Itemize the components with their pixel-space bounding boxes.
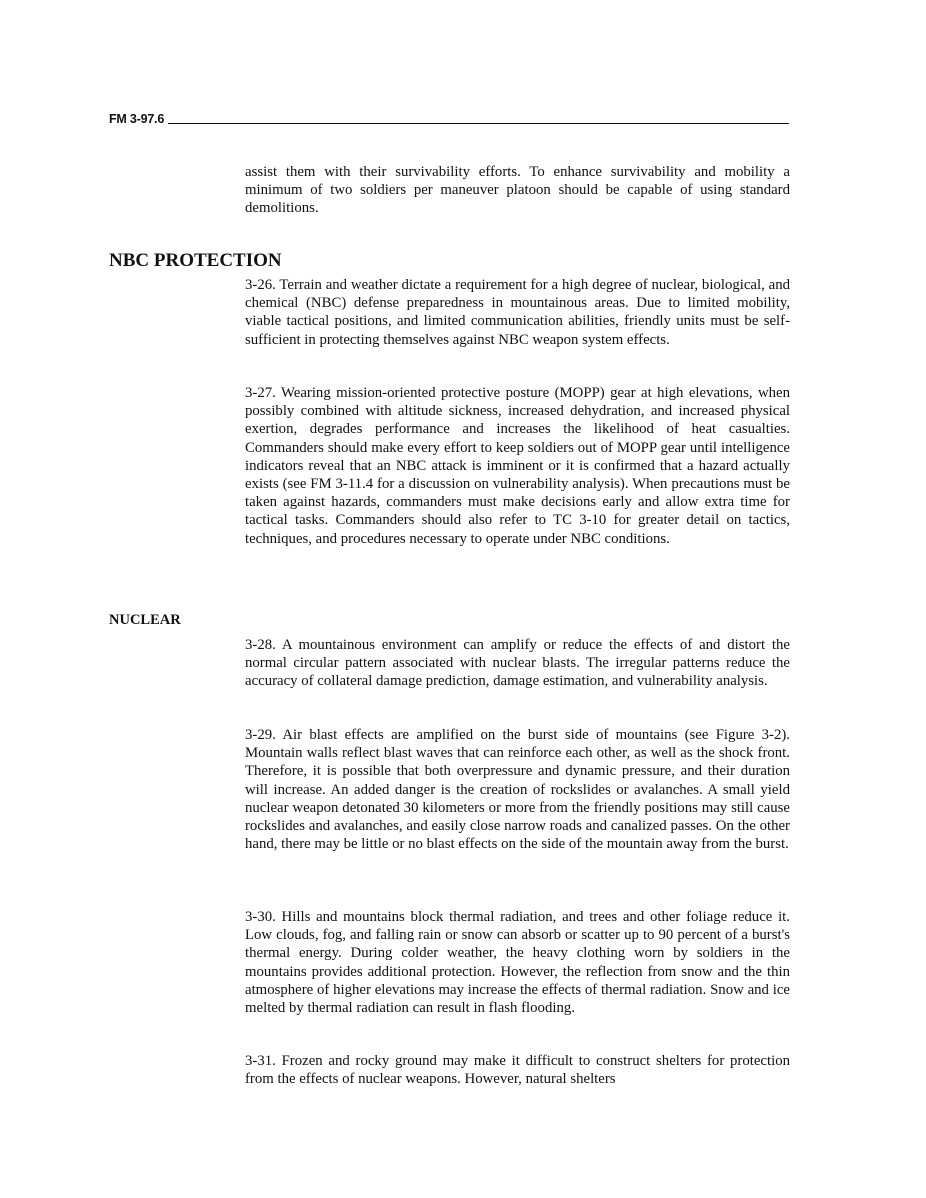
- paragraph-3-27: 3-27. Wearing mission-oriented protective posture (MOPP) gear at high elevations, when possibly combined with altitude sickness, increased dehydration, and increased physical exertion, degrades performance and increases the likelihood of heat casualties. Commanders should make every effort to keep soldiers out of MOPP gear until intelligence indicators reveal that an NBC attack is imminent or it is confirmed that a hazard actually exists (see FM 3-11.4 for a discussion on vulnerability analysis). When precautions must be taken against hazards, commanders must make decisions early and allow extra time for tactical tasks. Commanders should also refer to TC 3-10 for greater detail on tactics, techniques, and procedures necessary to operate under NBC conditions.: [245, 385, 790, 547]
- paragraph-3-29: 3-29. Air blast effects are amplified on the burst side of mountains (see Figure 3-2). Mountain walls reflect blast waves that can reinforce each other, as well as the shock front. Therefore, it is possible that both overpressure and dynamic pressure, and their duration will increase. An added danger is the creation of rockslides or avalanches. A small yield nuclear weapon detonated 30 kilometers or more from the friendly positions may still cause rockslides and avalanches, and easily close narrow roads and canalized passes. On the other hand, there may be little or no blast effects on the side of the mountain away from the burst.: [245, 727, 790, 853]
- running-header: [109, 110, 789, 126]
- section-heading-nbc-protection: NBC PROTECTION: [109, 250, 282, 271]
- manual-number: FM 3-97.6: [109, 112, 165, 126]
- paragraph-3-31: 3-31. Frozen and rocky ground may make it difficult to construct shelters for protection from the effects of nuclear weapons. However, natural shelters: [245, 1053, 790, 1088]
- header-rule: [168, 123, 789, 124]
- paragraph-3-30: 3-30. Hills and mountains block thermal radiation, and trees and other foliage reduce it. Low clouds, fog, and falling rain or snow can absorb or scatter up to 90 percent of a burst's thermal energy. During colder weather, the heavy clothing worn by soldiers in the mountains provides additional protection. However, the reflection from snow and the thin atmosphere of higher elevations may increase the effects of thermal radiation. Snow and ice melted by thermal radiation can result in flash flooding.: [245, 909, 790, 1017]
- subsection-heading-nuclear: NUCLEAR: [109, 612, 181, 628]
- paragraph-3-28: 3-28. A mountainous environment can amplify or reduce the effects of and distort the normal circular pattern associated with nuclear blasts. The irregular patterns reduce the accuracy of collateral damage prediction, damage estimation, and vulnerability analysis.: [245, 637, 790, 690]
- continuation-paragraph: assist them with their survivability efforts. To enhance survivability and mobility a minimum of two soldiers per maneuver platoon should be capable of using standard demolitions.: [245, 164, 790, 217]
- paragraph-3-26: 3-26. Terrain and weather dictate a requirement for a high degree of nuclear, biological, and chemical (NBC) defense preparedness in mountainous areas. Due to limited mobility, viable tactical positions, and limited communication abilities, friendly units must be self-sufficient in protecting themselves against NBC weapon system effects.: [245, 277, 790, 348]
